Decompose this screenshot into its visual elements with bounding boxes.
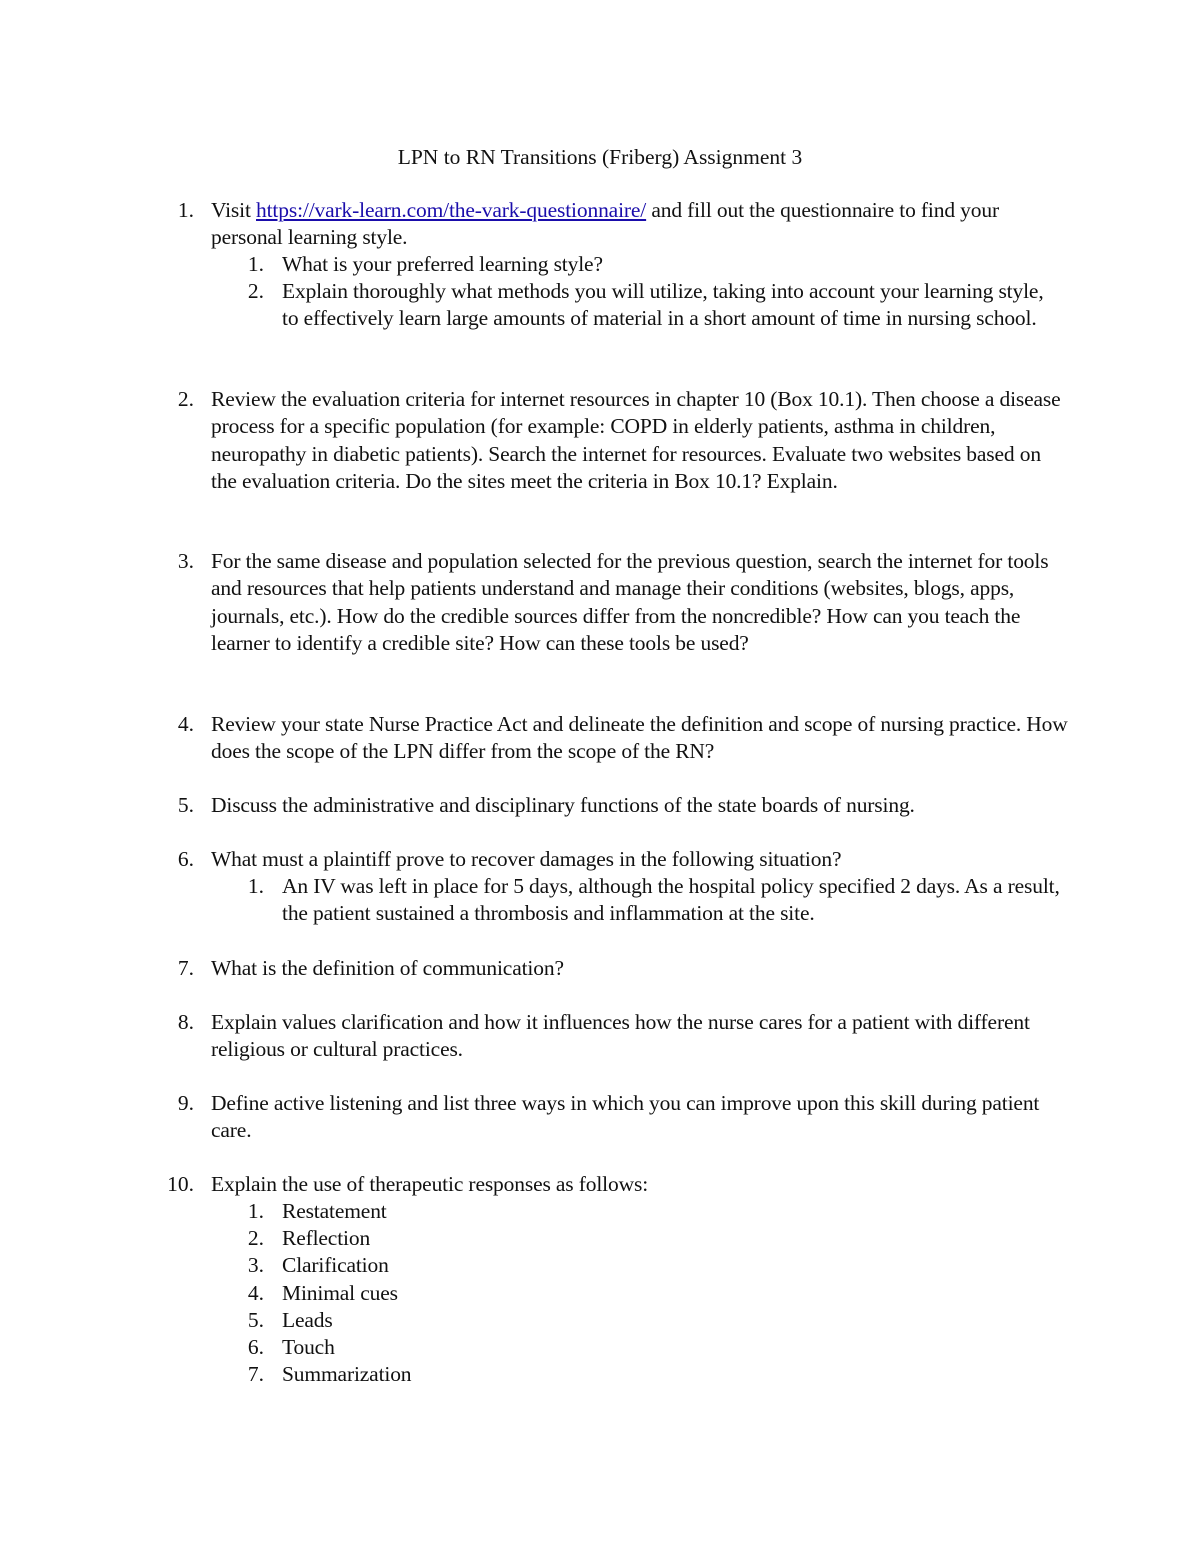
subitem-number: 1. xyxy=(247,252,264,276)
subitem-number: 2. xyxy=(247,279,264,303)
question-number: 1. xyxy=(177,198,194,222)
subitem-number: 1. xyxy=(247,874,264,898)
subitem-text: Summarization xyxy=(282,1362,412,1386)
subitem-number: 3. xyxy=(247,1253,264,1277)
question-number: 4. xyxy=(177,712,194,736)
subitem-text: Leads xyxy=(282,1308,333,1332)
question-text: Review your state Nurse Practice Act and delineate the definition and scope of nursing practice. How does the scope of the LPN differ from the scope of the RN? xyxy=(211,712,1068,764)
subitem-text: Clarification xyxy=(282,1253,389,1277)
subitem-number: 1. xyxy=(247,1199,264,1223)
subitem-number: 2. xyxy=(247,1226,264,1250)
question-number: 2. xyxy=(177,387,194,411)
subitem-text: What is your preferred learning style? xyxy=(282,252,603,276)
subitem-text: Touch xyxy=(282,1335,335,1359)
subitem-number: 5. xyxy=(247,1308,264,1332)
subitem-number: 4. xyxy=(247,1281,264,1305)
question-suffix: and fill out the questionnaire to find your personal learning style. xyxy=(211,198,999,250)
subitem-number: 7. xyxy=(247,1362,264,1386)
subitem-number: 6. xyxy=(247,1335,264,1359)
question-text: Explain values clarification and how it influences how the nurse cares for a patient with different religious or cultural practices. xyxy=(211,1010,1030,1062)
question-prefix: Visit xyxy=(211,198,256,222)
question-number: 7. xyxy=(177,956,194,980)
subitem-text: Minimal cues xyxy=(282,1281,398,1305)
question-text: For the same disease and population selected for the previous question, search the internet for tools and resources that help patients understand and manage their conditions (websites, blogs, apps, journals, etc.). How do the credible sources differ from the noncredible? How can you teach the learner to identify a credible site? How can these tools be used? xyxy=(211,549,1049,655)
question-number: 6. xyxy=(177,847,194,871)
vark-questionnaire-link[interactable]: https://vark-learn.com/the-vark-questionnaire/ xyxy=(256,198,647,222)
question-text: Discuss the administrative and disciplinary functions of the state boards of nursing. xyxy=(211,793,915,817)
subitem-text: Explain thoroughly what methods you will utilize, taking into account your learning style, to effectively learn large amounts of material in a short amount of time in nursing school. xyxy=(282,279,1044,331)
question-text xyxy=(211,197,1071,252)
question-text: Define active listening and list three ways in which you can improve upon this skill during patient care. xyxy=(211,1091,1040,1143)
subitem-text: Restatement xyxy=(282,1199,387,1223)
question-text: Explain the use of therapeutic responses as follows: xyxy=(211,1172,649,1196)
question-text: What must a plaintiff prove to recover damages in the following situation? xyxy=(211,847,842,871)
subitem-text: Reflection xyxy=(282,1226,371,1250)
question-number: 10. xyxy=(167,1172,194,1196)
question-text: What is the definition of communication? xyxy=(211,956,564,980)
question-number: 5. xyxy=(177,793,194,817)
question-number: 3. xyxy=(177,549,194,573)
document-title: LPN to RN Transitions (Friberg) Assignment 3 xyxy=(397,145,803,169)
question-number: 8. xyxy=(177,1010,194,1034)
subitem-text: An IV was left in place for 5 days, although the hospital policy specified 2 days. As a result, the patient sustained a thrombosis and inflammation at the site. xyxy=(282,874,1060,926)
question-text: Review the evaluation criteria for internet resources in chapter 10 (Box 10.1). Then choose a disease process for a specific population (for example: COPD in elderly patients, asthma in children, neuropathy in diabetic patients). Search the internet for resources. Evaluate two websites based on the evaluation criteria. Do the sites meet the criteria in Box 10.1? Explain. xyxy=(211,387,1061,493)
question-number: 9. xyxy=(177,1091,194,1115)
